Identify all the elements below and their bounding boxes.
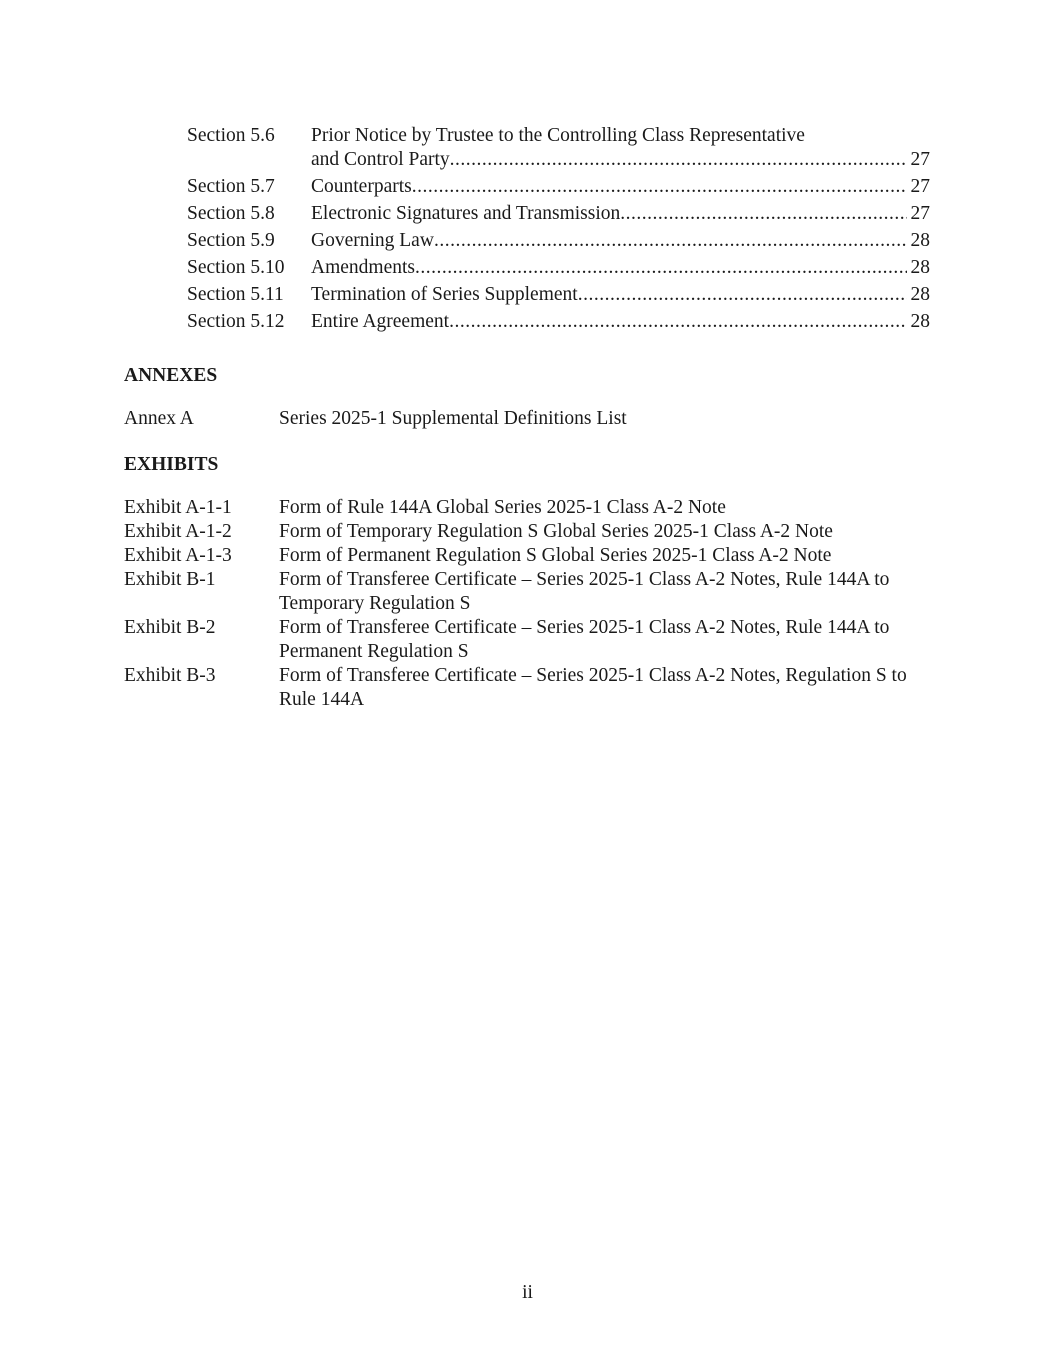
exhibit-label: Exhibit A-1-2 bbox=[124, 521, 232, 542]
toc-section-number: Section 5.11 bbox=[187, 284, 284, 305]
exhibit-label: Exhibit B-2 bbox=[124, 617, 216, 638]
list-item[interactable] bbox=[124, 544, 934, 568]
toc-title: Counterparts bbox=[311, 176, 412, 197]
annexes-list bbox=[124, 407, 934, 431]
annexes-heading: ANNEXES bbox=[124, 365, 218, 386]
toc-entry-5-6[interactable] bbox=[187, 124, 930, 172]
toc-leader-dots bbox=[434, 229, 907, 253]
toc-page-number: 28 bbox=[910, 257, 930, 278]
list-item[interactable] bbox=[124, 664, 934, 712]
toc-entry-5-9[interactable] bbox=[187, 229, 930, 253]
exhibit-label: Exhibit B-3 bbox=[124, 665, 216, 686]
toc-section-number: Section 5.12 bbox=[187, 311, 285, 332]
toc-section-number: Section 5.7 bbox=[187, 176, 275, 197]
toc-leader-dots bbox=[415, 256, 907, 280]
list-item[interactable] bbox=[124, 520, 934, 544]
toc-page-number: 27 bbox=[910, 149, 930, 170]
exhibit-text: Form of Transferee Certificate – Series 2025-1 Class A-2 Notes, Rule 144A to Permanent Regulation S bbox=[279, 617, 890, 662]
toc-section-number: Section 5.6 bbox=[187, 125, 275, 146]
exhibit-text: Form of Temporary Regulation S Global Series 2025-1 Class A-2 Note bbox=[279, 521, 833, 542]
list-item[interactable] bbox=[124, 568, 934, 616]
toc-leader-dots bbox=[578, 283, 907, 307]
exhibits-list bbox=[124, 496, 934, 712]
toc-entry-5-7[interactable] bbox=[187, 175, 930, 199]
annex-label: Annex A bbox=[124, 408, 194, 429]
table-of-contents bbox=[187, 124, 930, 337]
annex-text: Series 2025-1 Supplemental Definitions List bbox=[279, 408, 627, 429]
toc-leader-dots bbox=[449, 310, 906, 334]
toc-entry-5-11[interactable] bbox=[187, 283, 930, 307]
list-item[interactable] bbox=[124, 407, 934, 431]
toc-title: and Control Party bbox=[311, 149, 450, 170]
toc-page-number: 28 bbox=[910, 284, 930, 305]
toc-title: Entire Agreement bbox=[311, 311, 450, 332]
toc-page-number: 28 bbox=[910, 311, 930, 332]
exhibit-label: Exhibit A-1-1 bbox=[124, 497, 232, 518]
exhibit-text: Form of Transferee Certificate – Series 2025-1 Class A-2 Notes, Rule 144A to Temporary Regulation S bbox=[279, 569, 890, 614]
toc-page-number: 27 bbox=[910, 176, 930, 197]
toc-entry-5-10[interactable] bbox=[187, 256, 930, 280]
toc-section-number: Section 5.10 bbox=[187, 257, 285, 278]
toc-leader-dots bbox=[620, 202, 906, 226]
exhibit-label: Exhibit B-1 bbox=[124, 569, 216, 590]
exhibits-heading: EXHIBITS bbox=[124, 454, 219, 475]
toc-entry-5-12[interactable] bbox=[187, 310, 930, 334]
toc-page-number: 28 bbox=[910, 230, 930, 251]
toc-section-number: Section 5.8 bbox=[187, 203, 275, 224]
toc-title: Termination of Series Supplement bbox=[311, 284, 578, 305]
toc-title: Governing Law bbox=[311, 230, 434, 251]
toc-title: Electronic Signatures and Transmission bbox=[311, 203, 621, 224]
toc-leader-dots bbox=[412, 175, 907, 199]
page-number: ii bbox=[522, 1282, 533, 1303]
list-item[interactable] bbox=[124, 496, 934, 520]
exhibit-text: Form of Transferee Certificate – Series 2025-1 Class A-2 Notes, Regulation S to Rule 144A bbox=[279, 665, 907, 710]
exhibit-text: Form of Rule 144A Global Series 2025-1 Class A-2 Note bbox=[279, 497, 726, 518]
toc-entry-5-8[interactable] bbox=[187, 202, 930, 226]
list-item[interactable] bbox=[124, 616, 934, 664]
toc-title: Amendments bbox=[311, 257, 415, 278]
exhibit-label: Exhibit A-1-3 bbox=[124, 545, 232, 566]
exhibit-text: Form of Permanent Regulation S Global Series 2025-1 Class A-2 Note bbox=[279, 545, 832, 566]
toc-page-number: 27 bbox=[910, 203, 930, 224]
toc-title-line1: Prior Notice by Trustee to the Controlling Class Representative bbox=[311, 125, 805, 146]
toc-leader-dots bbox=[450, 148, 907, 172]
toc-section-number: Section 5.9 bbox=[187, 230, 275, 251]
